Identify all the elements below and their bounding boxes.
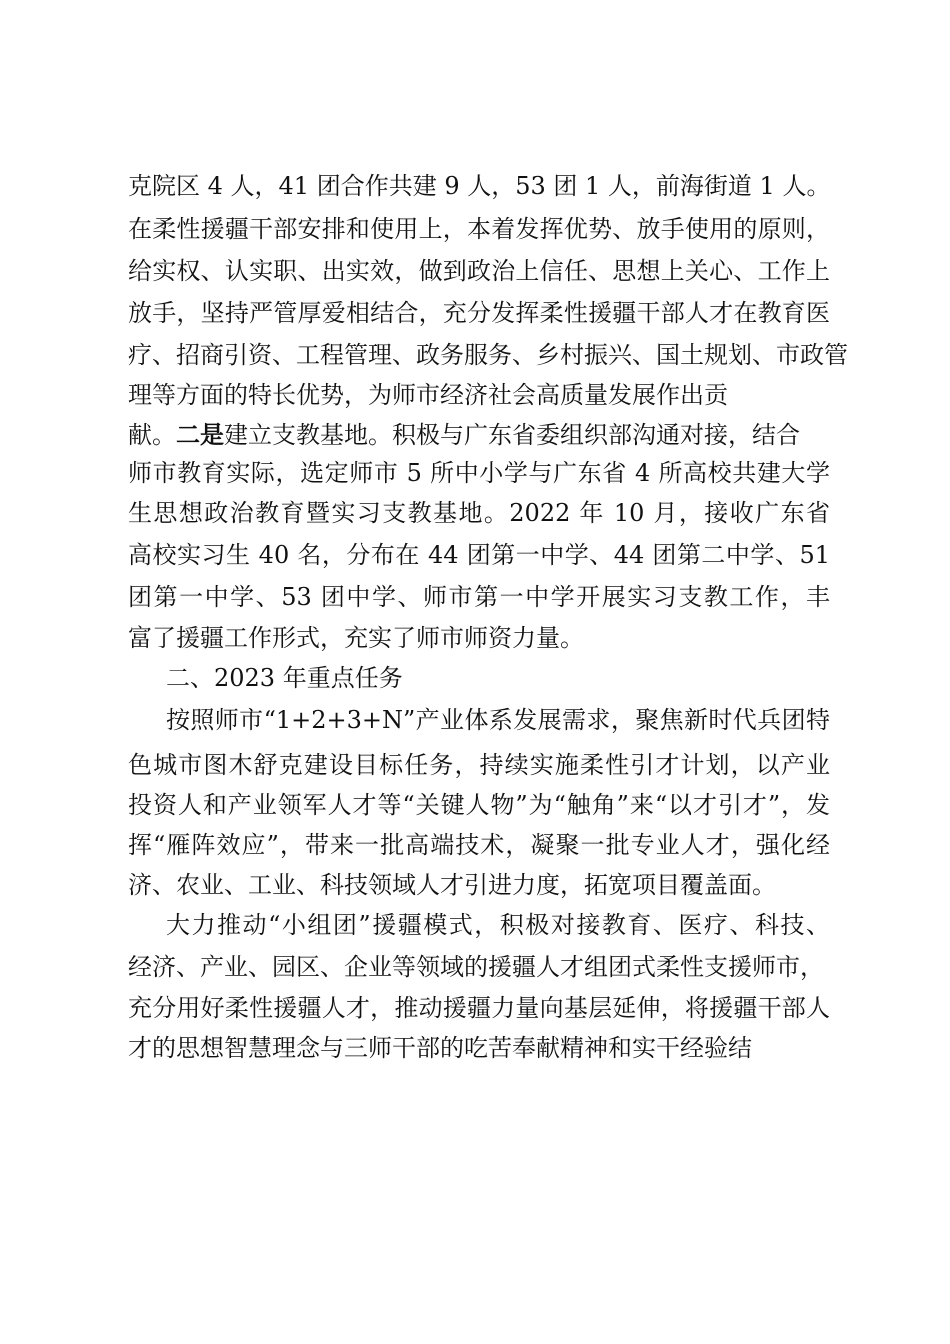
paragraph-line: 团第一中学、53 团中学、师市第一中学开展实习支教工作，丰 — [128, 583, 830, 611]
paragraph-line: 充分用好柔性援疆人才，推动援疆力量向基层延伸，将援疆干部人 — [128, 994, 830, 1022]
paragraph-line: 高校实习生 40 名，分布在 44 团第一中学、44 团第二中学、51 — [128, 541, 830, 569]
paragraph-line: 按照师市“1+2+3+N”产业体系发展需求，聚焦新时代兵团特 — [166, 706, 830, 734]
paragraph-line: 生思想政治教育暨实习支教基地。2022 年 10 月，接收广东省 — [128, 499, 830, 527]
paragraph-line — [128, 420, 800, 450]
bold-keyword: 二是 — [176, 421, 224, 449]
paragraph-line: 济、农业、工业、科技领域人才引进力度，拓宽项目覆盖面。 — [128, 871, 776, 899]
paragraph-line: 给实权、认实职、出实效，做到政治上信任、思想上关心、工作上 — [128, 257, 830, 285]
paragraph-line: 师市教育实际，选定师市 5 所中小学与广东省 4 所高校共建大学 — [128, 459, 830, 487]
paragraph-line: 富了援疆工作形式，充实了师市师资力量。 — [128, 624, 584, 652]
paragraph-line: 才的思想智慧理念与三师干部的吃苦奉献精神和实干经验结 — [128, 1034, 752, 1062]
text-segment: 建立支教基地。积极与广东省委组织部沟通对接，结合 — [224, 421, 800, 449]
paragraph-line: 克院区 4 人，41 团合作共建 9 人，53 团 1 人，前海街道 1 人。 — [128, 172, 831, 200]
paragraph-line: 疗、招商引资、工程管理、政务服务、乡村振兴、国土规划、市政管 — [128, 341, 848, 369]
paragraph-line: 放手，坚持严管厚爱相结合，充分发挥柔性援疆干部人才在教育医 — [128, 299, 830, 327]
paragraph-line: 挥“雁阵效应”，带来一批高端技术，凝聚一批专业人才，强化经 — [128, 831, 830, 859]
paragraph-line: 在柔性援疆干部安排和使用上，本着发挥优势、放手使用的原则， — [128, 215, 830, 243]
paragraph-line: 经济、产业、园区、企业等领域的援疆人才组团式柔性支援师市， — [128, 953, 824, 981]
text-segment: 献。 — [128, 421, 176, 449]
paragraph-line: 理等方面的特长优势，为师市经济社会高质量发展作出贡 — [128, 381, 728, 409]
paragraph-line: 大力推动“小组团”援疆模式，积极对接教育、医疗、科技、 — [166, 911, 830, 939]
paragraph-line: 色城市图木舒克建设目标任务，持续实施柔性引才计划，以产业 — [128, 751, 830, 779]
paragraph-line: 投资人和产业领军人才等“关键人物”为“触角”来“以才引才”，发 — [128, 791, 830, 819]
section-heading: 二、2023 年重点任务 — [166, 664, 403, 692]
